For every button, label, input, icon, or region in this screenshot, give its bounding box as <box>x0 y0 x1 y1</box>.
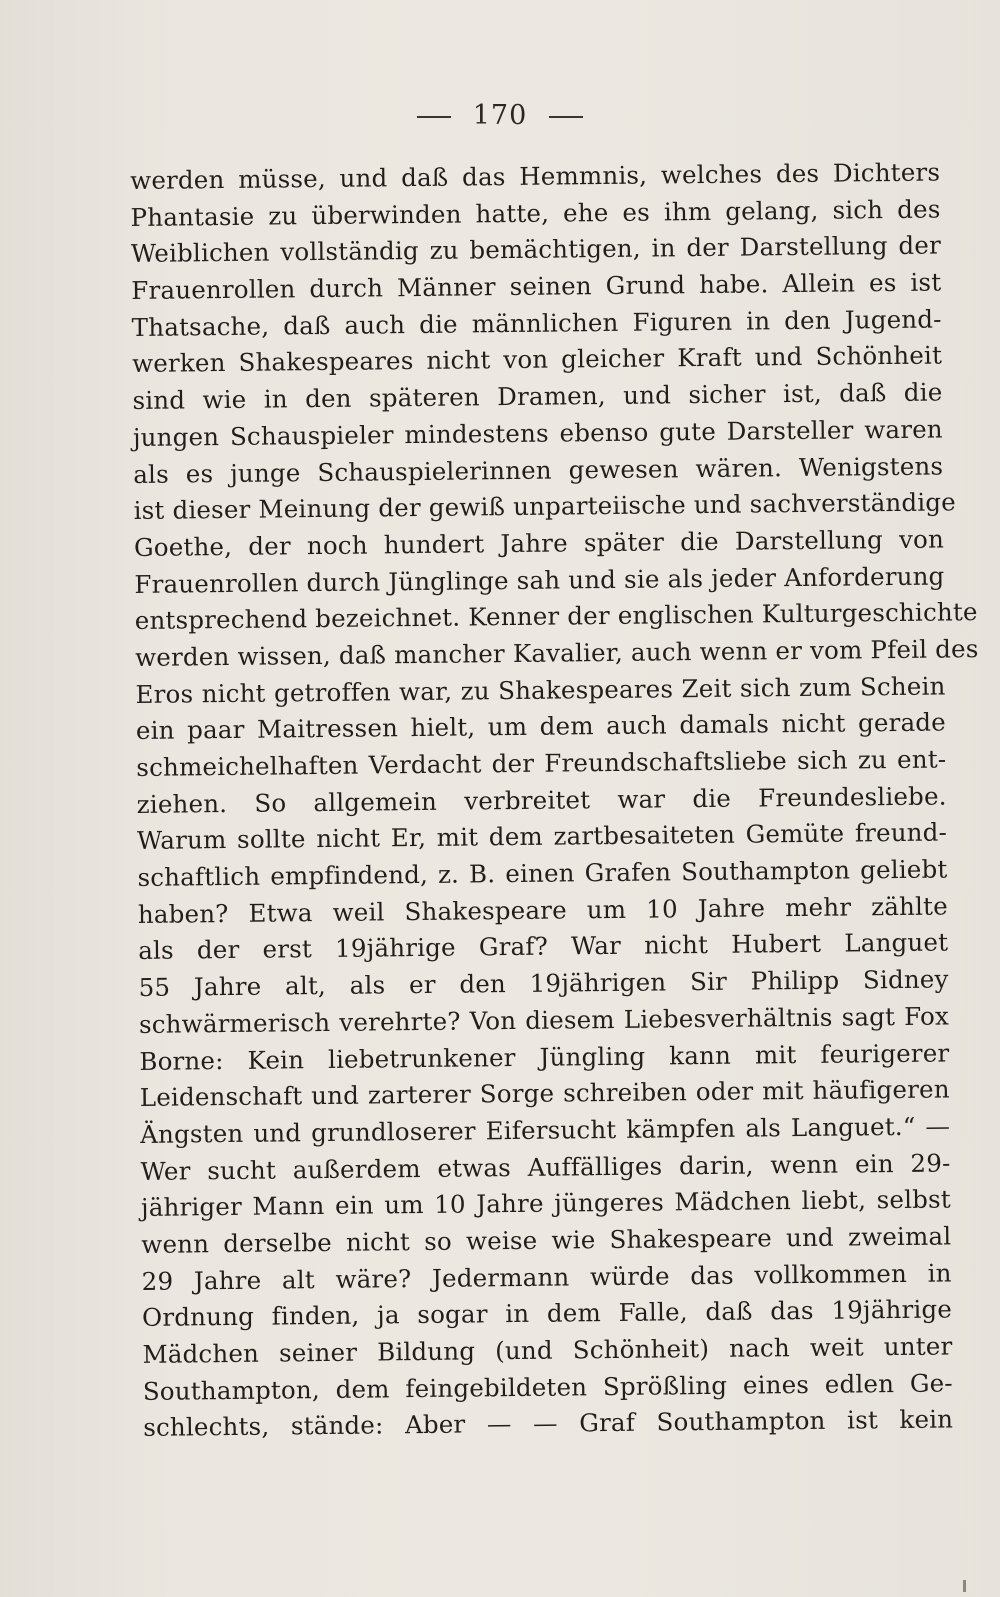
text-line: schwärmerisch verehrte? Von diesem Liebesverhältnis sagt Fox <box>138 1001 950 1039</box>
text-line: Frauenrollen durch Jünglinge sah und sie als jeder Anforderung <box>134 561 945 599</box>
body-text <box>130 155 979 1447</box>
text-line: Thatsache, daß auch die männlichen Figuren in den Jugend- <box>131 304 942 342</box>
text-line: ist dieser Meinung der gewiß unparteiische und sachverständige <box>133 487 957 526</box>
text-line: als es junge Schauspielerinnen gewesen wären. Wenigstens <box>133 451 944 489</box>
text-line: Goethe, der noch hundert Jahre später die Darstellung von <box>133 524 945 562</box>
text-line: jähriger Mann ein um 10 Jahre jüngeres Mädchen liebt, selbst <box>140 1184 952 1223</box>
text-line: werden wissen, daß mancher Kavalier, auch wenn er vom Pfeil des <box>135 634 979 672</box>
text-line: Southampton, dem feingebildeten Sprößling eines edlen Ge- <box>142 1368 953 1406</box>
page-number-header <box>0 100 1000 131</box>
text-line: schaftlich empfindend, z. B. einen Grafen Southampton geliebt <box>137 854 948 893</box>
text-line: entsprechend bezeichnet. Kenner der englischen Kulturgeschichte <box>134 597 978 636</box>
text-line: sind wie in den späteren Dramen, und sicher ist, daß die <box>132 377 943 416</box>
text-line: Borne: Kein liebetrunkener Jüngling kann mit feurigerer <box>139 1037 950 1076</box>
text-line: schmeichelhaften Verdacht der Freundschaftsliebe sich zu ent- <box>136 744 947 782</box>
text-line: jungen Schauspieler mindestens ebenso gute Darsteller waren <box>132 414 943 452</box>
text-line: werken Shakespeares nicht von gleicher Kraft und Schönheit <box>131 340 943 379</box>
text-line: Warum sollte nicht Er, mit dem zartbesaiteten Gemüte freund- <box>136 817 948 856</box>
text-line: Wer sucht außerdem etwas Auffälliges darin, wenn ein 29- <box>140 1148 951 1186</box>
text-line: Frauenrollen durch Männer seinen Grund habe. Allein es ist <box>131 267 942 306</box>
page-number: 170 <box>472 100 528 131</box>
text-line: Phantasie zu überwinden hatte, ehe es ihm gelang, sich des <box>130 194 941 232</box>
text-line: schlechts, stände: Aber — — Graf Southampton ist kein <box>143 1404 954 1443</box>
right-dash <box>549 116 583 118</box>
scan-mark <box>963 1580 966 1592</box>
text-line: Mädchen seiner Bildung (und Schönheit) nach weit unter <box>142 1331 953 1369</box>
text-line: Ängsten und grundloserer Eifersucht kämpfen als Languet.“ — <box>140 1111 951 1149</box>
text-line: 55 Jahre alt, als er den 19jährigen Sir Philipp Sidney <box>138 964 949 1003</box>
text-line: als der erst 19jährige Graf? War nicht Hubert Languet <box>138 927 949 966</box>
text-line: ein paar Maitressen hielt, um dem auch damals nicht gerade <box>135 707 947 746</box>
text-line: Leidenschaft und zarterer Sorge schreiben oder mit häufigeren <box>139 1074 950 1113</box>
text-line: haben? Etwa weil Shakespeare um 10 Jahre mehr zählte <box>137 891 948 929</box>
left-dash <box>417 116 451 118</box>
text-line: Weiblichen vollständig zu bemächtigen, in der Darstellung der <box>130 230 942 269</box>
text-line: ziehen. So allgemein verbreitet war die Freundesliebe. <box>136 781 947 819</box>
text-line: Ordnung finden, ja sogar in dem Falle, daß das 19jährige <box>141 1294 953 1333</box>
text-line: werden müsse, und daß das Hemmnis, welches des Dichters <box>130 157 941 195</box>
text-line: wenn derselbe nicht so weise wie Shakespeare und zweimal <box>141 1221 952 1259</box>
text-line: 29 Jahre alt wäre? Jedermann würde das vollkommen in <box>141 1258 952 1296</box>
text-line: Eros nicht getroffen war, zu Shakespeares Zeit sich zum Schein <box>135 671 946 709</box>
